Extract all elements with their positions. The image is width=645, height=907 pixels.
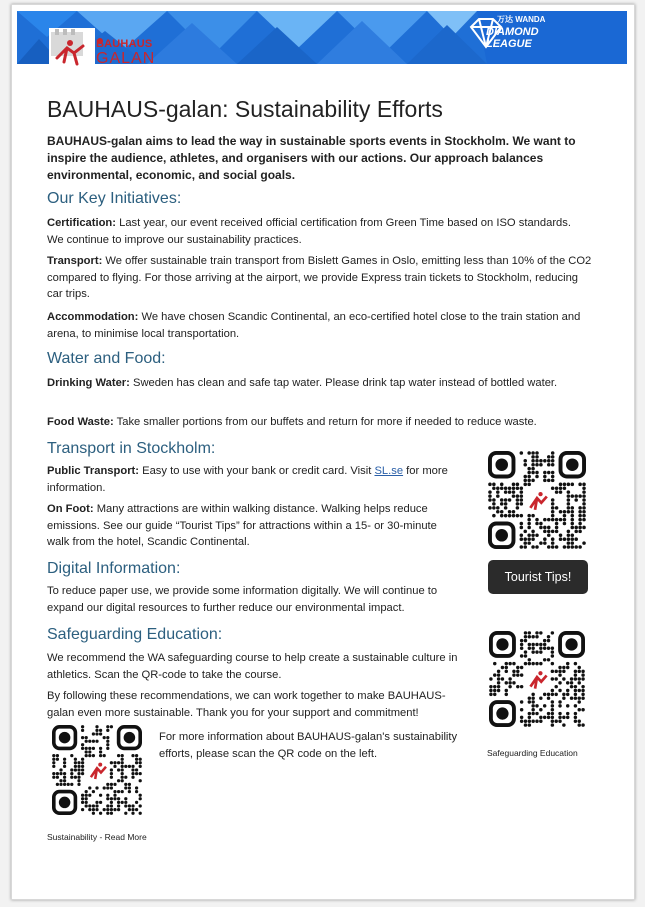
accommodation-text: We have chosen Scandic Continental, an eco-certified hotel close to the train station and arena, to minimise local transportation. bbox=[47, 311, 581, 340]
page-title: BAUHAUS-galan: Sustainability Efforts bbox=[47, 96, 443, 122]
more-info-paragraph: For more information about BAUHAUS-galan's sustainability efforts, please scan the QR code on the left. bbox=[159, 731, 458, 760]
digital-paragraph: To reduce paper use, we provide some information digitally. We will continue to expand our digital resources to further reduce our environmental impact. bbox=[47, 585, 438, 614]
tourist-tips-qr-code[interactable] bbox=[488, 451, 586, 549]
tourist-tips-button[interactable]: Tourist Tips! bbox=[488, 560, 588, 594]
drinking-water-label: Drinking Water: bbox=[47, 377, 130, 389]
bauhaus-wordmark: BAUHAUS bbox=[96, 38, 153, 50]
transport-paragraph bbox=[47, 253, 592, 303]
galan-wordmark: GALAN bbox=[96, 50, 156, 67]
safeguarding-paragraph: We recommend the WA safeguarding course to help create a sustainable culture in athletics. Scan the QR-code to take the course. bbox=[47, 652, 458, 681]
sl-link[interactable]: SL.se bbox=[374, 465, 404, 477]
safeguarding-qr-caption: Safeguarding Education bbox=[487, 748, 578, 758]
closing-paragraph: By following these recommendations, we can work together to make BAUHAUS-galan even more sustainable. Thank you for your support and commitment! bbox=[47, 690, 446, 719]
heading-water-food: Water and Food: bbox=[47, 350, 166, 367]
heading-safeguarding: Safeguarding Education: bbox=[47, 626, 223, 643]
food-waste-text: Take smaller portions from our buffets and return for more if needed to reduce waste. bbox=[113, 416, 537, 428]
public-transport-label: Public Transport: bbox=[47, 465, 139, 477]
public-transport-paragraph bbox=[47, 463, 479, 496]
diamond-league-line2: LEAGUE bbox=[486, 38, 532, 50]
food-waste-paragraph bbox=[47, 414, 592, 431]
on-foot-paragraph bbox=[47, 501, 462, 551]
diamond-league-line1: DIAMOND bbox=[486, 26, 539, 38]
public-transport-text-after: for more information. bbox=[47, 465, 448, 494]
intro-paragraph: BAUHAUS-galan aims to lead the way in sustainable sports events in Stockholm. We want to inspire the audience, athletes, and organisers with our actions. Our approach balances environmental, economic, and social goals. bbox=[47, 134, 576, 182]
heading-key-initiatives: Our Key Initiatives: bbox=[47, 190, 182, 207]
heading-digital-info: Digital Information: bbox=[47, 560, 181, 577]
wanda-brand: 万达 WANDA bbox=[497, 15, 546, 24]
sustainability-qr-caption: Sustainability - Read More bbox=[47, 832, 147, 842]
on-foot-label: On Foot: bbox=[47, 503, 94, 515]
drinking-water-paragraph bbox=[47, 375, 567, 392]
on-foot-text: Many attractions are within walking distance. Walking helps reduce emissions. See our guide “Tourist Tips” for attractions within a 15- or 30-minute walk from the hotel, Scandic Continental. bbox=[47, 503, 437, 548]
certification-text: Last year, our event received official certification from Green Time based on ISO standards. We continue to improve our sustainability practices. bbox=[47, 217, 571, 246]
public-transport-text: Easy to use with your bank or credit card. Visit bbox=[139, 465, 375, 477]
accommodation-paragraph bbox=[47, 309, 592, 342]
drinking-water-text: Sweden has clean and safe tap water. Please drink tap water instead of bottled water. bbox=[129, 377, 558, 389]
food-waste-label: Food Waste: bbox=[47, 416, 114, 428]
transport-label: Transport: bbox=[47, 255, 103, 267]
heading-transport-stockholm: Transport in Stockholm: bbox=[47, 440, 216, 457]
transport-text: We offer sustainable train transport from Bislett Games in Oslo, emitting less than 10% of the CO2 compared to flying. For those arriving at the airport, we provide Express train tickets to Stockholm, reducing car trips. bbox=[47, 255, 592, 300]
certification-label: Certification: bbox=[47, 217, 116, 229]
sustainability-qr-code[interactable] bbox=[52, 725, 142, 815]
accommodation-label: Accommodation: bbox=[47, 311, 139, 323]
safeguarding-qr-code[interactable] bbox=[489, 631, 585, 727]
certification-paragraph bbox=[47, 215, 582, 248]
